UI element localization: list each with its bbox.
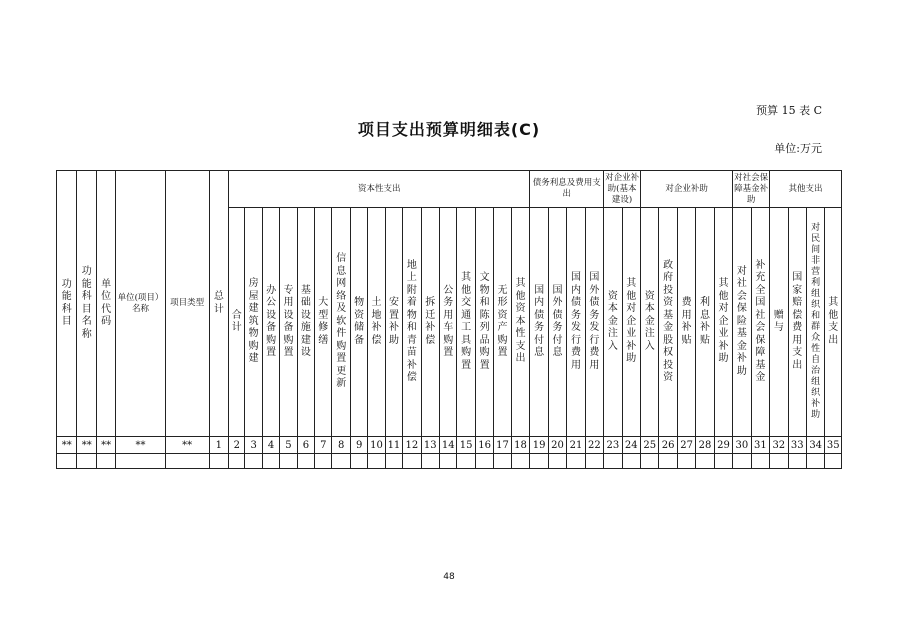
number-cell: 8: [332, 437, 350, 454]
sub-header: 其他对企业补助: [622, 208, 640, 437]
number-cell: 23: [604, 437, 622, 454]
unit-label: 单位:万元: [774, 142, 822, 155]
table-code-label: 预算 15 表 C: [756, 104, 822, 117]
number-cell: 12: [403, 437, 421, 454]
number-cell: 34: [806, 437, 824, 454]
number-cell: 2: [229, 437, 245, 454]
data-cell: [733, 454, 751, 469]
group-header-row: [57, 171, 842, 208]
number-cell: 29: [714, 437, 732, 454]
data-cell: [696, 454, 714, 469]
data-cell: [548, 454, 566, 469]
number-cell: 15: [457, 437, 475, 454]
header-unit-code: 单位代码: [96, 171, 115, 437]
sub-header: 资本金注入: [641, 208, 659, 437]
number-cell: 20: [548, 437, 566, 454]
data-cell: [57, 454, 77, 469]
sub-header: 资本金注入: [604, 208, 622, 437]
data-cell: [641, 454, 659, 469]
star-cell: **: [96, 437, 115, 454]
data-cell: [440, 454, 457, 469]
data-cell: [788, 454, 806, 469]
sub-header: 房屋建筑物购建: [245, 208, 262, 437]
sub-header: 文物和陈列品购置: [475, 208, 493, 437]
sub-header: 合计: [229, 208, 245, 437]
sub-header: 其他支出: [825, 208, 842, 437]
sub-header: 土地补偿: [368, 208, 385, 437]
number-cell: 22: [585, 437, 603, 454]
data-cell: [751, 454, 769, 469]
sub-header: 物资储备: [350, 208, 367, 437]
number-cell: 32: [770, 437, 788, 454]
data-cell: [770, 454, 788, 469]
data-cell: [475, 454, 493, 469]
sub-header: 安置补助: [385, 208, 402, 437]
empty-data-row: [57, 454, 842, 469]
budget-table: [56, 170, 842, 469]
number-cell: 11: [385, 437, 402, 454]
sub-header: 其他资本性支出: [511, 208, 530, 437]
sub-header: 政府投资基金股权投资: [659, 208, 677, 437]
data-cell: [403, 454, 421, 469]
number-cell: 7: [315, 437, 332, 454]
sub-header: 国内债务付息: [530, 208, 548, 437]
group-debt-interest: 债务利息及费用支出: [530, 171, 604, 208]
number-cell: 4: [262, 437, 279, 454]
data-cell: [315, 454, 332, 469]
number-cell: 31: [751, 437, 769, 454]
group-capital-expenditure: 资本性支出: [229, 171, 530, 208]
sub-header: 信息网络及软件购置更新: [332, 208, 350, 437]
sub-header: 拆迁补偿: [421, 208, 439, 437]
data-cell: [677, 454, 695, 469]
star-cell: **: [165, 437, 209, 454]
data-cell: [530, 454, 548, 469]
data-cell: [457, 454, 475, 469]
star-cell: **: [77, 437, 96, 454]
sub-header: 大型修缮: [315, 208, 332, 437]
data-cell: [116, 454, 165, 469]
page-title: 项目支出预算明细表(C): [357, 120, 541, 139]
star-cell: **: [116, 437, 165, 454]
number-cell: 17: [494, 437, 511, 454]
data-cell: [165, 454, 209, 469]
number-cell: 3: [245, 437, 262, 454]
sub-header: 办公设备购置: [262, 208, 279, 437]
data-cell: [297, 454, 314, 469]
group-social-security-subsidy: 对社会保障基金补助: [733, 171, 770, 208]
header-total: 总计: [209, 171, 228, 437]
data-cell: [659, 454, 677, 469]
group-enterprise-subsidy: 对企业补助: [641, 171, 733, 208]
number-cell: 18: [511, 437, 530, 454]
sub-header: 其他对企业补助: [714, 208, 732, 437]
sub-header: 国内债务发行费用: [567, 208, 585, 437]
number-cell: 1: [209, 437, 228, 454]
number-row: [57, 437, 842, 454]
sub-header: 专用设备购置: [280, 208, 297, 437]
number-cell: 6: [297, 437, 314, 454]
number-cell: 26: [659, 437, 677, 454]
number-cell: 16: [475, 437, 493, 454]
data-cell: [245, 454, 262, 469]
sub-header: 赠与: [770, 208, 788, 437]
data-cell: [604, 454, 622, 469]
sub-header: 其他交通工具购置: [457, 208, 475, 437]
sub-header: 地上附着物和青苗补偿: [403, 208, 421, 437]
data-cell: [229, 454, 245, 469]
sub-header: 利息补贴: [696, 208, 714, 437]
header-function-name: 功能科目名称: [77, 171, 96, 437]
group-other-expenditure: 其他支出: [770, 171, 842, 208]
number-cell: 13: [421, 437, 439, 454]
data-cell: [806, 454, 824, 469]
data-cell: [511, 454, 530, 469]
sub-header: 公务用车购置: [440, 208, 457, 437]
sub-header: 国家赔偿费用支出: [788, 208, 806, 437]
header-project-type: 项目类型: [165, 171, 209, 437]
number-cell: 21: [567, 437, 585, 454]
data-cell: [421, 454, 439, 469]
number-cell: 14: [440, 437, 457, 454]
sub-header: 费用补贴: [677, 208, 695, 437]
data-cell: [262, 454, 279, 469]
number-cell: 27: [677, 437, 695, 454]
data-cell: [714, 454, 732, 469]
sub-header: 无形资产购置: [494, 208, 511, 437]
data-cell: [585, 454, 603, 469]
data-cell: [825, 454, 842, 469]
sub-header: 国外债务付息: [548, 208, 566, 437]
sub-header: 对民间非营利组织和群众性自治组织补助: [806, 208, 824, 437]
star-cell: **: [57, 437, 77, 454]
data-cell: [209, 454, 228, 469]
sub-header: 对社会保险基金补助: [733, 208, 751, 437]
data-cell: [280, 454, 297, 469]
number-cell: 33: [788, 437, 806, 454]
data-cell: [96, 454, 115, 469]
data-cell: [350, 454, 367, 469]
group-enterprise-subsidy-construction: 对企业补助(基本建设): [604, 171, 641, 208]
number-cell: 9: [350, 437, 367, 454]
data-cell: [332, 454, 350, 469]
header-function-code: 功能科目: [57, 171, 77, 437]
header-unit-name: 单位(项目）名称: [116, 171, 165, 437]
sub-header: 补充全国社会保障基金: [751, 208, 769, 437]
data-cell: [622, 454, 640, 469]
page-number: 48: [443, 572, 455, 582]
number-cell: 28: [696, 437, 714, 454]
data-cell: [77, 454, 96, 469]
data-cell: [494, 454, 511, 469]
data-cell: [567, 454, 585, 469]
number-cell: 25: [641, 437, 659, 454]
data-cell: [368, 454, 385, 469]
number-cell: 30: [733, 437, 751, 454]
number-cell: 10: [368, 437, 385, 454]
sub-header: 国外债务发行费用: [585, 208, 603, 437]
data-cell: [385, 454, 402, 469]
number-cell: 24: [622, 437, 640, 454]
number-cell: 35: [825, 437, 842, 454]
sub-header: 基础设施建设: [297, 208, 314, 437]
number-cell: 5: [280, 437, 297, 454]
number-cell: 19: [530, 437, 548, 454]
